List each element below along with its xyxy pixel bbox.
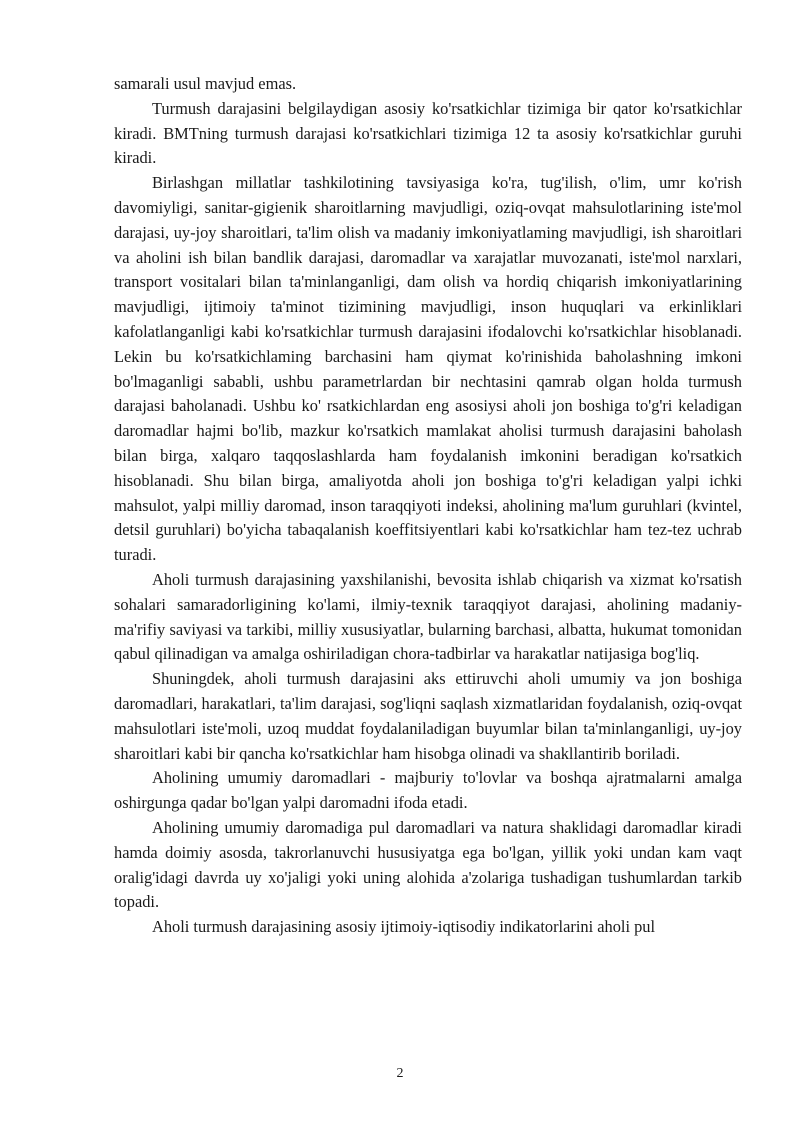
paragraph-continuation: samarali usul mavjud emas. [114,74,297,93]
paragraph-indicators-system: Turmush darajasini belgilaydigan asosiy ko'rsatkichlar tizimiga bir qator ko'rsatkichlar kiradi. BMTning turmush darajasi ko'rsatkichlari tizimiga 12 ta asosiy ko'rsatkichlar guruhi kiradi. [114,98,742,168]
paragraph-reflecting-indicators: Shuningdek, aholi turmush darajasini aks ettiruvchi aholi umumiy va jon boshiga daromadlari, harakatlari, ta'lim darajasi, sog'liqni saqlash xizmatlaridan foydalanish, oziq-ovqat mahsulotlari iste'moli, uzoq muddat foydalaniladigan buyumlar bilan ta'minlanganligi, uy-joy sharoitlari kabi bir qancha ko'rsatkichlar ham hisobga olinadi va shakllantirib boriladi. [114,669,742,763]
document-body [114,72,742,940]
paragraph-un-recommendation: Birlashgan millatlar tashkilotining tavsiyasiga ko'ra, tug'ilish, o'lim, umr ko'rish davomiyligi, sanitar-gigienik sharoitlarning mavjudligi, oziq-ovqat mahsulotlarining iste'mol darajasi, uy-joy sharoitlari, ta'lim olish va madaniy imkoniyatlaming mavjudligi, ish sharoitlari va aholini ish bilan bandlik darajasi, daromadlar va xarajatlar muvozanati, iste'mol narxlari, transport vositalari bilan ta'minlanganligi, dam olish va hordiq chiqarish imkoniyatlarining mavjudligi, ijtimoiy ta'minot tizimining mavjudligi, inson huquqlari va erkinliklari kafolatlanganligi kabi ko'rsatkichlar turmush darajasini ifodalovchi ko'rsatkichlar hisoblanadi. Lekin bu ko'rsatkichlaming barchasini ham qiymat ko'rinishida baholashning imkoni bo'lmaganligi sababli, ushbu parametrlardan bir nechtasini qamrab olgan holda turmush darajasi baholanadi. Ushbu ko' rsatkichlardan eng asosiysi aholi jon boshiga to'g'ri keladigan daromadlar hajmi bo'lib, mazkur ko'rsatkich mamlakat aholisi turmush darajasini baholash bilan birga, xalqaro taqqoslashlarda ham foydalanish imkonini beradigan ko'rsatkich hisoblanadi. Shu bilan birga, amaliyotda aholi jon boshiga to'g'ri keladigan yalpi ichki mahsulot, yalpi milliy daromad, inson taraqqiyoti indeksi, aholining ma'lum guruhlari (kvintel, detsil guruhlari) bo'yicha tabaqalanish koeffitsiyentlari kabi ko'rsatkichlar ham tez-tez uchrab turadi. [114,173,742,565]
paragraph-total-income: Aholining umumiy daromadlari - majburiy to'lovlar va boshqa ajratmalarni amalga oshirgunga qadar bo'lgan yalpi daromadni ifoda etadi. [114,768,742,813]
paragraph-socioeconomic-indicators: Aholi turmush darajasining asosiy ijtimoiy-iqtisodiy indikatorlarini aholi pul [152,917,656,937]
paragraph-living-standard-improvement: Aholi turmush darajasining yaxshilanishi, bevosita ishlab chiqarish va xizmat ko'rsatish sohalari samaradorligining ko'lami, ilmiy-texnik taraqqiyot darajasi, aholining madaniy-ma'rifiy saviyasi va tarkibi, milliy xususiyatlar, bularning barchasi, albatta, hukumat tomonidan qabul qilinadigan va amalga oshiriladigan chora-tadbirlar va harakatlar natijasiga bog'liq. [114,569,742,664]
paragraph-income-composition: Aholining umumiy daromadiga pul daromadlari va natura shaklidagi daromadlar kiradi hamda doimiy asosda, takrorlanuvchi hususiyatga ega bo'lgan, yillik yoki undan kam vaqt oralig'idagi davrda uy xo'jaligi yoki uning alohida a'zolariga tushadigan tushumlardan tarkib topadi. [114,817,742,912]
page-number: 2 [396,1066,404,1081]
